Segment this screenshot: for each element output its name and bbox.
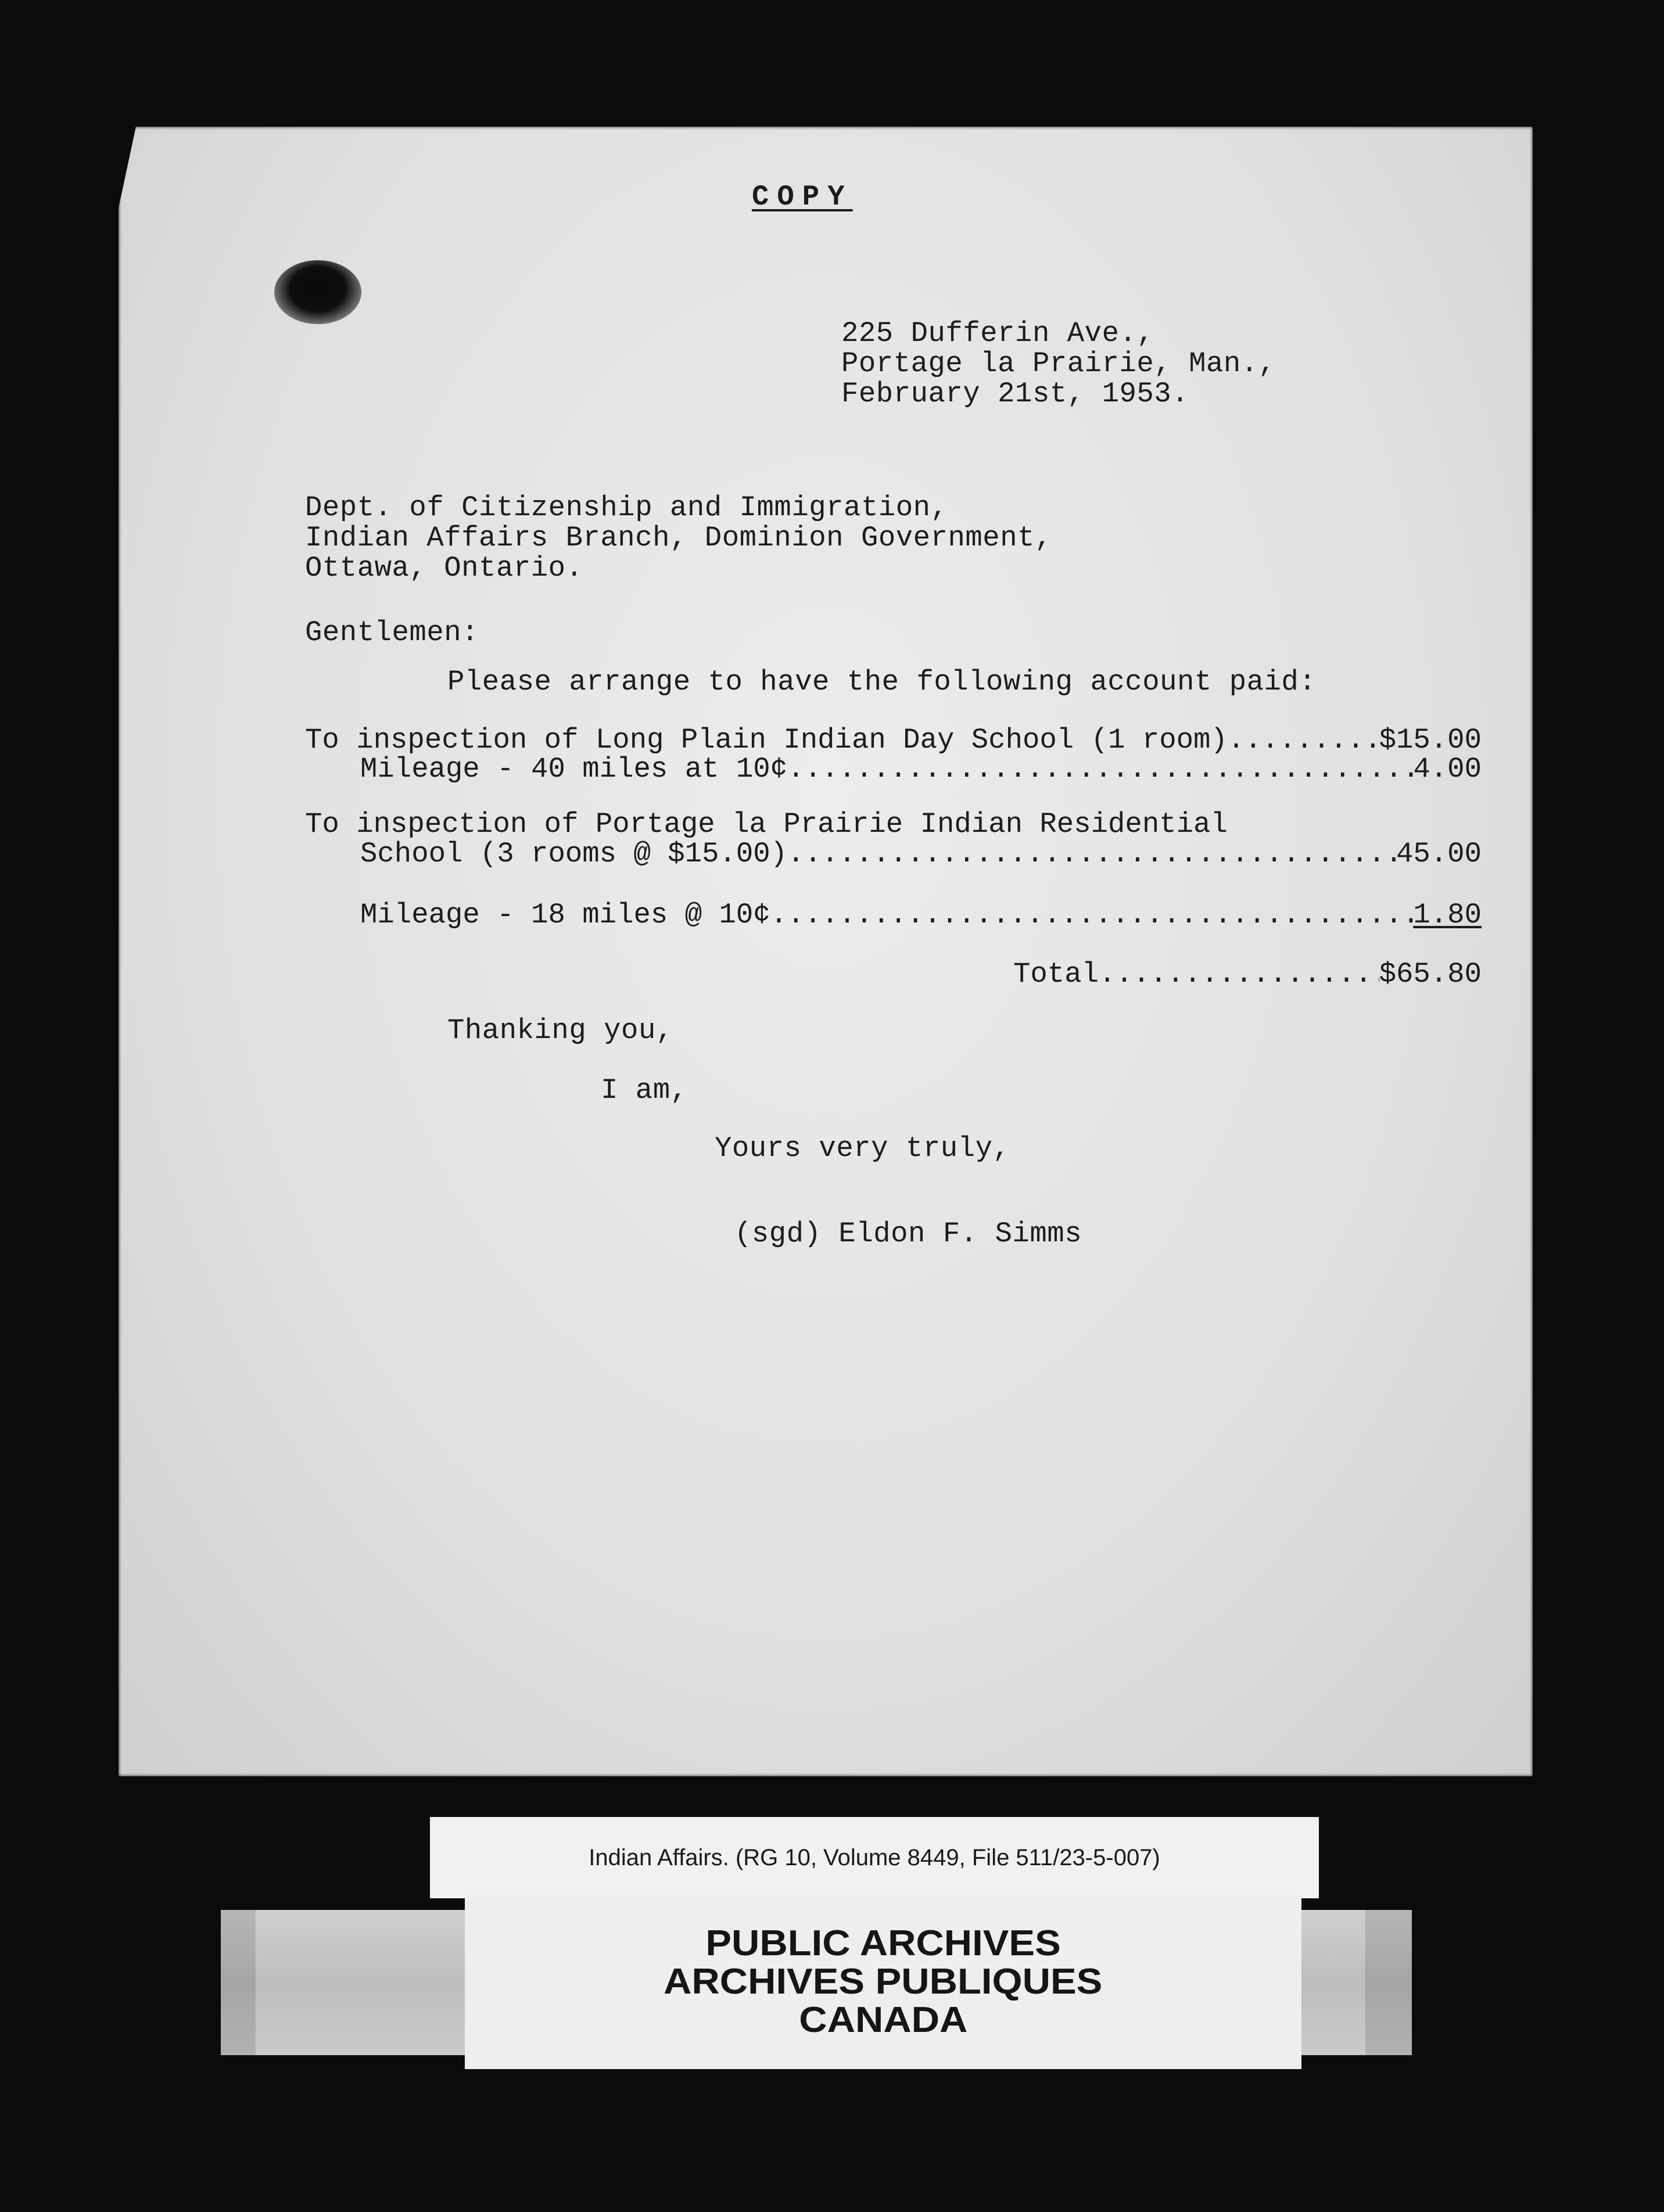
item-description: To inspection of Portage la Prairie Indian Residential [305,808,1228,841]
total-line [1013,959,1482,989]
closing-yours: Yours very truly, [715,1132,1010,1165]
account-item [305,725,1482,755]
total-label: Total [1013,958,1099,990]
recipient-line: Ottawa, Ontario. [305,552,583,584]
item-description: To inspection of Long Plain Indian Day School (1 room) [305,724,1228,756]
intro-line: Please arrange to have the following account paid: [447,666,1317,698]
letter-date: February 21st, 1953. [841,378,1189,410]
copy-heading: COPY [752,181,853,213]
archive-reference-label [430,1817,1319,1898]
closing-iam: I am, [601,1074,688,1107]
recipient-block [305,493,1052,583]
recipient-line: Indian Affairs Branch, Dominion Government, [305,522,1052,554]
dot-leader [1228,725,1379,755]
folded-corner [119,127,136,208]
account-item-line [305,809,1482,839]
item-amount: 45.00 [1396,838,1482,870]
dot-leader [787,839,1396,869]
recipient-line: Dept. of Citizenship and Immigration, [305,491,948,524]
total-amount: $65.80 [1379,958,1482,990]
salutation: Gentlemen: [305,616,479,649]
signature: (sgd) Eldon F. Simms [734,1218,1082,1250]
closing-thanks: Thanking you, [447,1014,673,1047]
account-item [305,900,1482,930]
dot-leader [770,900,1414,930]
archive-reference: Indian Affairs. (RG 10, Volume 8449, File 511/23-5-007) [589,1844,1160,1870]
item-amount: 4.00 [1413,753,1482,785]
dot-leader [787,754,1413,784]
item-amount: 1.80 [1413,899,1482,931]
sender-address [841,318,1276,409]
account-item [305,754,1482,784]
band-stripe [1365,1910,1412,2055]
archive-stamp [465,1895,1301,2069]
item-description: School (3 rooms @ $15.00) [360,838,788,870]
letter-page [119,127,1533,1776]
item-description: Mileage - 40 miles at 10¢ [360,753,788,785]
stamp-line: ARCHIVES PUBLIQUES [664,1962,1103,2002]
account-item [305,839,1482,869]
item-description: Mileage - 18 miles @ 10¢ [360,899,770,931]
item-amount: $15.00 [1379,724,1482,756]
stamp-line: PUBLIC ARCHIVES [705,1923,1061,1963]
dot-leader [1099,959,1379,989]
address-line: 225 Dufferin Ave., [841,317,1154,350]
stamp-line: CANADA [798,2000,968,2040]
band-stripe [221,1910,256,2055]
punch-hole [274,260,361,324]
address-line: Portage la Prairie, Man., [841,347,1276,380]
